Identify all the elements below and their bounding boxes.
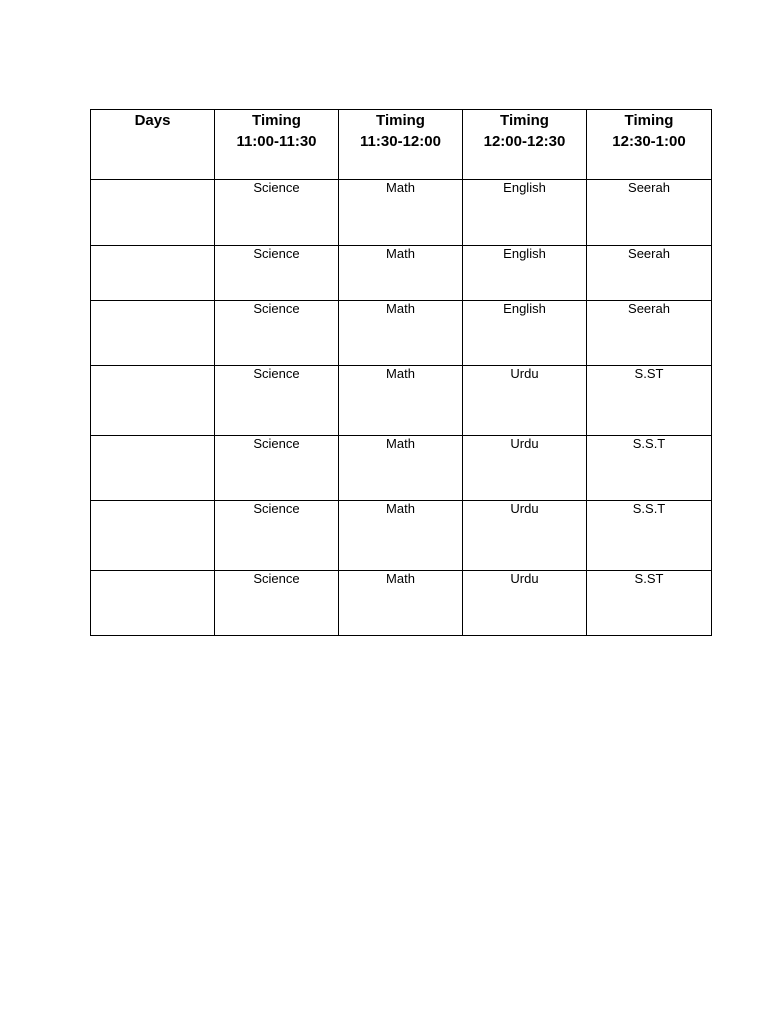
table-row (91, 301, 712, 366)
subject-cell: Science (215, 436, 339, 501)
subject-cell: Math (339, 436, 463, 501)
subject-cell: Science (215, 501, 339, 571)
header-timing-2 (339, 110, 463, 180)
day-cell (91, 571, 215, 636)
header-timing-3 (463, 110, 587, 180)
subject-cell: Science (215, 246, 339, 301)
subject-cell: Urdu (463, 366, 587, 436)
header-row (91, 110, 712, 180)
header-timing-label: Timing (624, 112, 674, 129)
subject-cell: Urdu (463, 501, 587, 571)
day-cell (91, 180, 215, 246)
subject-cell: Math (339, 301, 463, 366)
subject-cell: Science (215, 180, 339, 246)
table-row (91, 436, 712, 501)
header-timing-range: 12:00-12:30 (483, 133, 566, 150)
day-cell (91, 301, 215, 366)
table-row (91, 571, 712, 636)
subject-cell: Science (215, 301, 339, 366)
header-timing-range: 11:30-12:00 (360, 133, 441, 150)
subject-cell: English (463, 301, 587, 366)
table-row (91, 246, 712, 301)
subject-cell: Math (339, 366, 463, 436)
header-timing-range: 11:00-11:30 (236, 133, 317, 150)
table-row (91, 366, 712, 436)
subject-cell: Urdu (463, 436, 587, 501)
timetable (90, 109, 712, 636)
table-row (91, 501, 712, 571)
header-timing-label: Timing (252, 112, 301, 129)
subject-cell: English (463, 246, 587, 301)
header-timing-label: Timing (500, 112, 549, 129)
table-row (91, 180, 712, 246)
subject-cell: S.S.T (587, 436, 712, 501)
header-days (91, 110, 215, 180)
header-timing-4 (587, 110, 712, 180)
day-cell (91, 501, 215, 571)
subject-cell: Urdu (463, 571, 587, 636)
subject-cell: Science (215, 571, 339, 636)
subject-cell: English (463, 180, 587, 246)
subject-cell: S.ST (587, 571, 712, 636)
day-cell (91, 246, 215, 301)
header-timing-range: 12:30-1:00 (612, 133, 686, 150)
subject-cell: Math (339, 246, 463, 301)
subject-cell: Math (339, 501, 463, 571)
subject-cell: Math (339, 571, 463, 636)
subject-cell: Seerah (587, 180, 712, 246)
header-timing-label: Timing (376, 112, 425, 129)
header-days-label: Days (134, 112, 171, 129)
header-timing-1 (215, 110, 339, 180)
subject-cell: Math (339, 180, 463, 246)
day-cell (91, 366, 215, 436)
subject-cell: S.S.T (587, 501, 712, 571)
subject-cell: S.ST (587, 366, 712, 436)
subject-cell: Seerah (587, 301, 712, 366)
day-cell (91, 436, 215, 501)
subject-cell: Science (215, 366, 339, 436)
subject-cell: Seerah (587, 246, 712, 301)
